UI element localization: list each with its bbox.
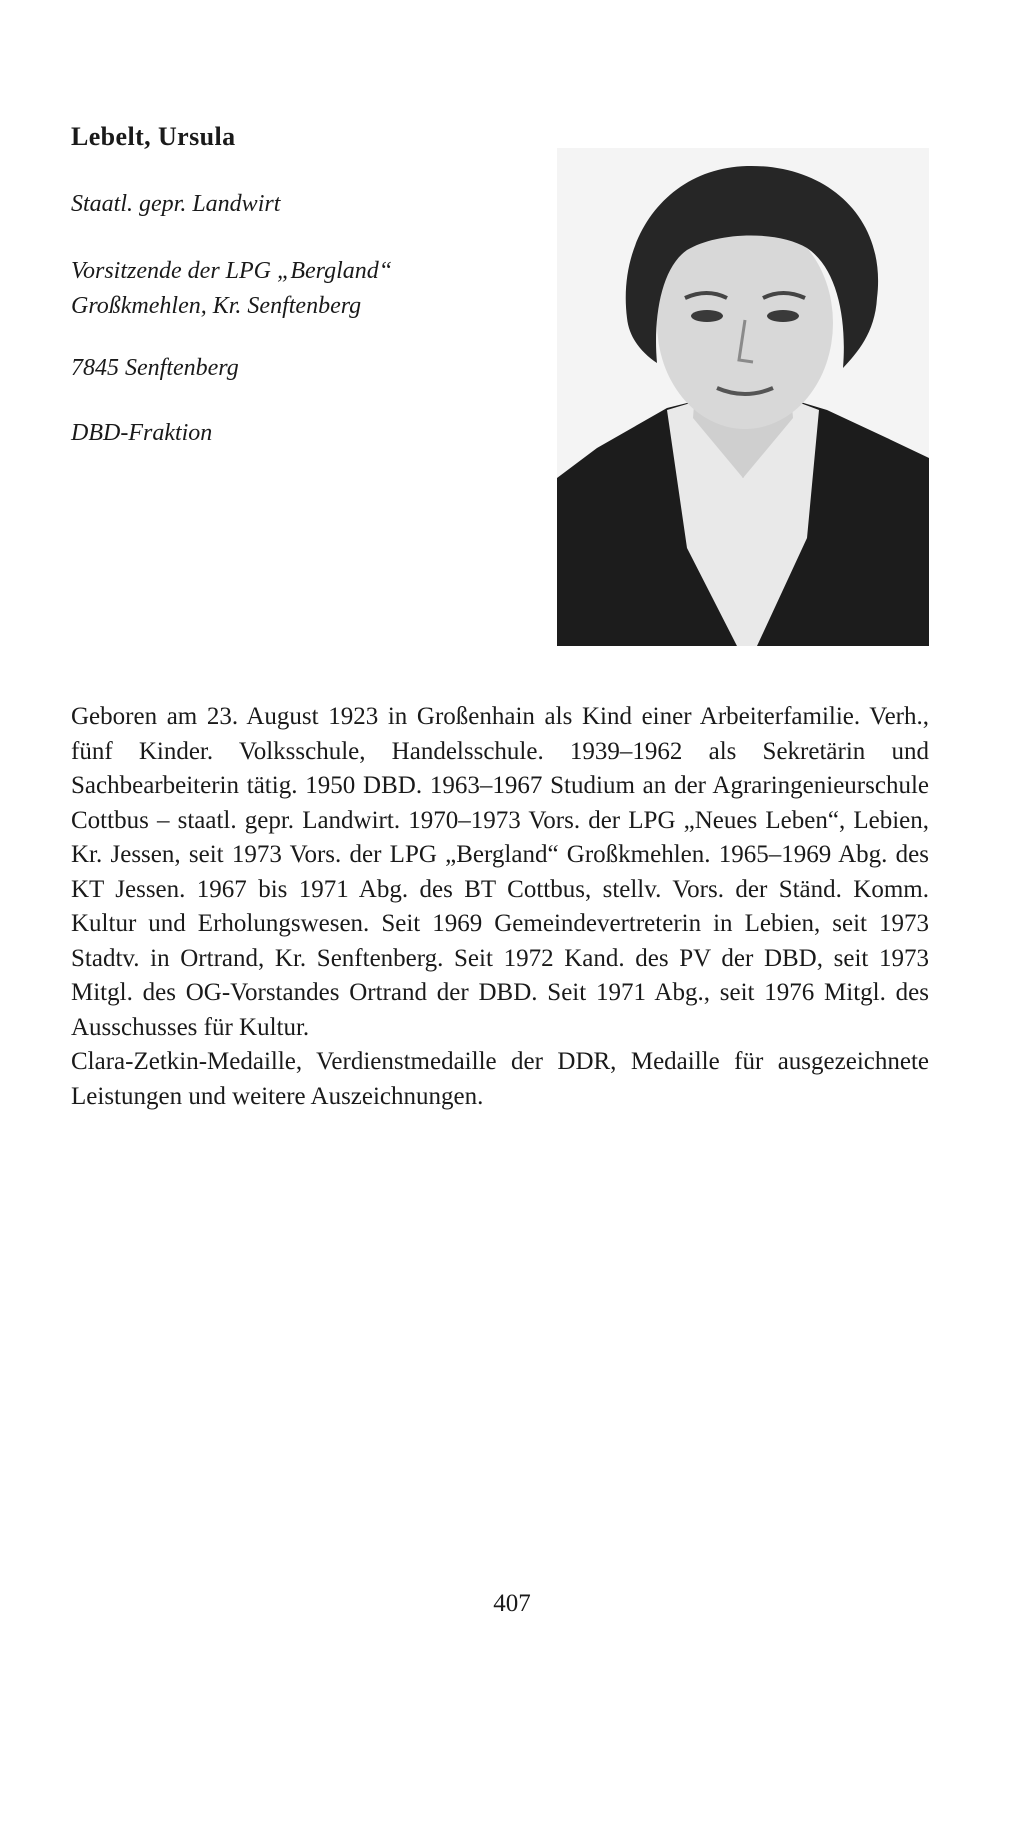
- faction: DBD-Fraktion: [71, 420, 213, 446]
- person-name: Lebelt, Ursula: [71, 122, 236, 151]
- profession: Staatl. gepr. Landwirt: [71, 191, 281, 217]
- position-line-2: Großkmehlen, Kr. Senftenberg: [71, 293, 362, 319]
- position-line-1: Vorsitzende der LPG „Bergland“: [71, 258, 393, 284]
- portrait-icon: [557, 148, 929, 646]
- page-number: 407: [493, 1590, 531, 1617]
- position: [71, 254, 541, 324]
- biography: [71, 700, 929, 1114]
- biography-paragraph: Geboren am 23. August 1923 in Großenhain als Kind einer Arbeiterfamilie. Verh., fünf Kinder. Volksschule, Handelsschule. 1939–1962 als Sekretärin und Sachbearbeiterin tätig. 1950 DBD. 1963–1967 Studium an der Agraringenieurschule Cottbus – staatl. gepr. Landwirt. 1970–1973 Vors. der LPG „Neues Leben“, Lebien, Kr. Jessen, seit 1973 Vors. der LPG „Bergland“ Großkmehlen. 1965–1969 Abg. des KT Jessen. 1967 bis 1971 Abg. des BT Cottbus, stellv. Vors. der Ständ. Komm. Kultur und Erholungswesen. Seit 1969 Gemeindevertreterin in Lebien, seit 1973 Stadtv. in Ortrand, Kr. Senftenberg. Seit 1972 Kand. des PV der DBD, seit 1973 Mitgl. des OG-Vorstandes Ortrand der DBD. Seit 1971 Abg., seit 1976 Mitgl. des Ausschusses für Kultur.: [71, 703, 929, 1041]
- address: 7845 Senftenberg: [71, 355, 239, 381]
- portrait-photo: [557, 148, 929, 646]
- awards-paragraph: Clara-Zetkin-Medaille, Verdienstmedaille der DDR, Medaille für ausgezeichnete Leistungen und weitere Auszeichnungen.: [71, 1048, 929, 1110]
